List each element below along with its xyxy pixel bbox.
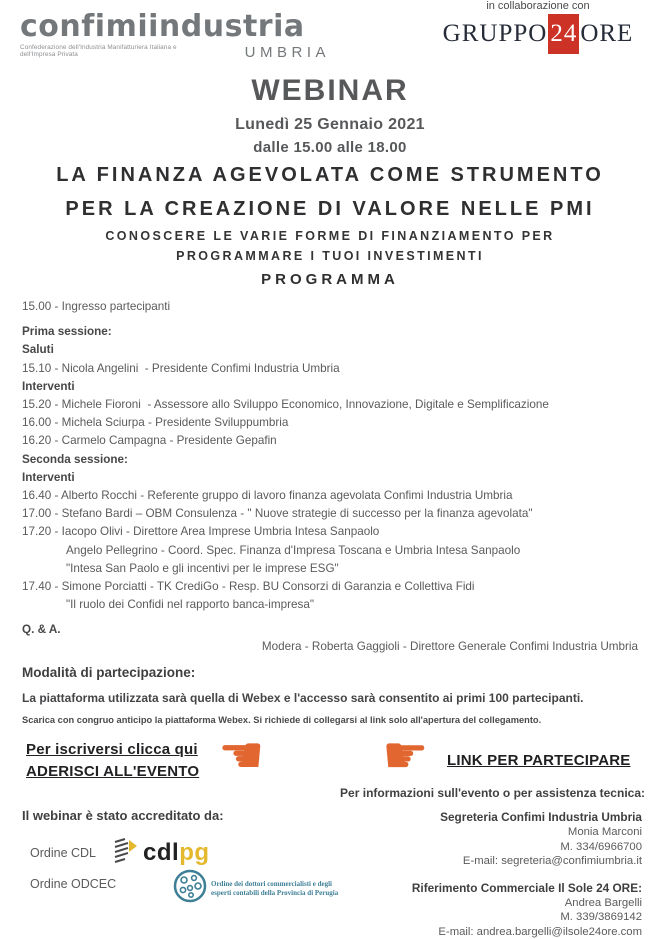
segreteria-name: Monia Marconi [312, 825, 642, 840]
program-line: 16.40 - Alberto Rocchi - Referente gruppo di lavoro finanza agevolata Confimi Industria Umbria [22, 487, 640, 505]
confimi-logo-region: UMBRIA [245, 44, 330, 61]
program-list [22, 298, 640, 640]
participate-link[interactable]: LINK PER PARTECIPARE [447, 752, 630, 769]
segreteria-heading: Segreteria Confimi Industria Umbria [312, 810, 642, 825]
program-line: Interventi [22, 469, 640, 487]
program-line: "Intesa San Paolo e gli incentivi per le imprese ESG" [22, 560, 640, 578]
confimi-logo-wordmark: confimiindustria [20, 12, 330, 42]
commerciale-heading: Riferimento Commerciale Il Sole 24 ORE: [312, 881, 642, 896]
cdlpg-arrow-icon [112, 836, 143, 869]
participation-line1: La piattaforma utilizzata sarà quella di Webex e l'accesso sarà consentito ai primi 100 partecipanti. [22, 691, 584, 705]
program-line: Prima sessione: [22, 323, 640, 341]
register-link-line2[interactable]: ADERISCI ALL'EVENTO [26, 761, 206, 783]
cdlpg-logo-pg: pg [179, 839, 209, 867]
event-date: Lunedì 25 Gennaio 2021 [0, 116, 660, 134]
participation-heading: Modalità di partecipazione: [22, 665, 195, 680]
program-line: Saluti [22, 341, 640, 359]
register-block [26, 739, 206, 783]
ordine-cdl-label: Ordine CDL [30, 846, 96, 860]
program-line: "Il ruolo dei Confidi nel rapporto banca-impresa" [22, 596, 640, 614]
collaboration-label: in collaborazione con [438, 0, 638, 12]
odcec-logo-text: Ordine dei dottori commercialisti e degli esperti contabili della Provincia di Perugia [211, 880, 339, 897]
commerciale-email: E-mail: andrea.bargelli@ilsole24ore.com [312, 925, 642, 939]
odcec-globe-icon [172, 868, 211, 909]
program-line: 16.20 - Carmelo Campagna - Presidente Gepafin [22, 432, 640, 450]
cdlpg-logo [112, 836, 210, 869]
program-line: 15.20 - Michele Fioroni - Assessore allo Sviluppo Economico, Innovazione, Digitale e Semplificazione [22, 396, 640, 414]
program-line: 16.00 - Michela Sciurpa - Presidente Sviluppumbria [22, 414, 640, 432]
segreteria-email: E-mail: segreteria@confimiumbria.it [312, 854, 642, 869]
event-title-line2: PER LA CREAZIONE DI VALORE NELLE PMI [0, 198, 660, 221]
program-line: 17.00 - Stefano Bardi – OBM Consulenza - " Nuove strategie di successo per la finanza agevolata" [22, 505, 640, 523]
gruppo24ore-logo-ore: ORE [580, 20, 633, 47]
event-subtitle-line1: CONOSCERE LE VARIE FORME DI FINANZIAMENTO PER [0, 229, 660, 243]
program-line: Interventi [22, 378, 640, 396]
segreteria-phone: M. 334/6966700 [312, 840, 642, 855]
event-subtitle-line2: PROGRAMMARE I TUOI INVESTIMENTI [0, 249, 660, 263]
program-line: 17.40 - Simone Porciatti - TK CrediGo - Resp. BU Consorzi di Garanzia e Collettiva Fidi [22, 578, 640, 596]
accreditation-heading: Il webinar è stato accreditato da: [22, 808, 224, 823]
program-heading: PROGRAMMA [0, 271, 660, 288]
ordine-odcec-label: Ordine ODCEC [30, 877, 116, 891]
moderator-line: Modera - Roberta Gaggioli - Direttore Generale Confimi Industria Umbria [262, 640, 638, 653]
webinar-kicker: WEBINAR [0, 74, 660, 108]
commerciale-phone: M. 339/3869142 [312, 910, 642, 925]
program-line: 15.00 - Ingresso partecipanti [22, 298, 640, 316]
program-line: Q. & A. [22, 621, 640, 639]
confimi-logo [20, 12, 330, 61]
gruppo24ore-logo-gruppo: GRUPPO [443, 20, 548, 47]
program-line: Angelo Pellegrino - Coord. Spec. Finanza d'Impresa Toscana e Umbria Intesa Sanpaolo [22, 542, 640, 560]
program-line: Seconda sessione: [22, 451, 640, 469]
gruppo24ore-logo [438, 20, 638, 48]
participation-line2: Scarica con congruo anticipo la piattaforma Webex. Si richiede di collegarsi al link solo all'apertura del collegamento. [22, 715, 541, 725]
program-line: 15.10 - Nicola Angelini - Presidente Confimi Industria Umbria [22, 360, 640, 378]
pointing-hand-right-icon: ☛ [382, 730, 429, 782]
event-title-line1: LA FINANZA AGEVOLATA COME STRUMENTO [0, 164, 660, 187]
contacts-block [312, 810, 642, 939]
commerciale-name: Andrea Bargelli [312, 896, 642, 911]
cdlpg-logo-cdl: cdl [143, 839, 179, 867]
collaboration-block [438, 0, 638, 48]
gruppo24ore-logo-24-badge: 24 [548, 14, 579, 54]
pointing-hand-left-icon: ☚ [218, 730, 265, 782]
confimi-logo-tagline: Confederazione dell'Industria Manifatturiera Italiana e dell'Impresa Privata [20, 44, 212, 58]
event-time: dalle 15.00 alle 18.00 [0, 139, 660, 156]
info-assistance-line: Per informazioni sull'evento o per assistenza tecnica: [340, 786, 645, 800]
program-line: 17.20 - Iacopo Olivi - Direttore Area Imprese Umbria Intesa Sanpaolo [22, 523, 640, 541]
register-link-line1[interactable]: Per iscriversi clicca qui [26, 739, 206, 761]
